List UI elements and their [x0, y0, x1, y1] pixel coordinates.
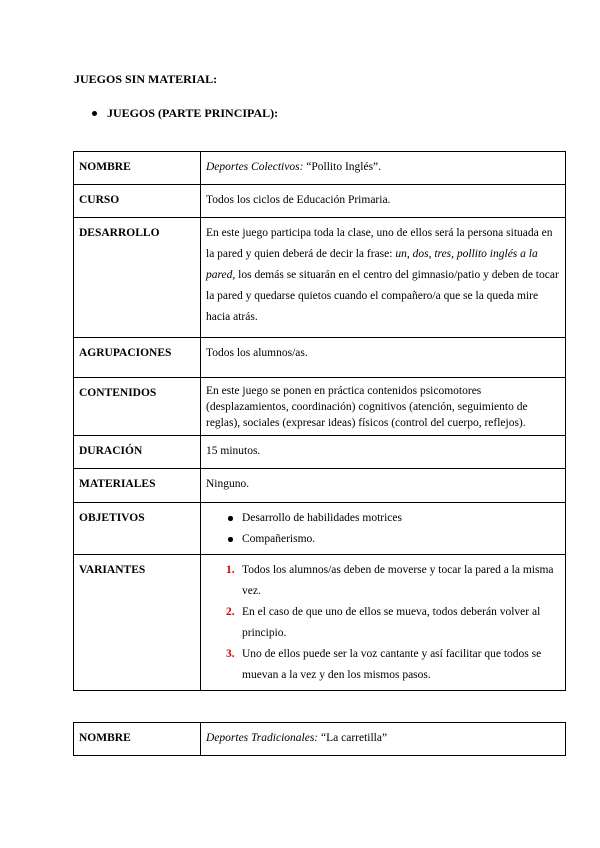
- curso-label: CURSO: [74, 185, 201, 218]
- desarrollo-text-c: los demás se situarán en el centro del gimnasio/patio y deben de tocar la pared y quedarse quietos cuando el compañero/a que se la queda mire hacia atrás.: [206, 269, 559, 323]
- list-item: [226, 560, 560, 602]
- row-desarrollo: [74, 218, 566, 338]
- row-contenidos: [74, 378, 566, 436]
- nombre-text: “La carretilla”: [318, 732, 388, 744]
- variantes-label: VARIANTES: [74, 555, 201, 691]
- desarrollo-phrase: un, dos, tres, pollito inglés a la pared,: [206, 248, 538, 281]
- objetivos-list: [206, 508, 560, 550]
- row-duracion: [74, 436, 566, 469]
- list-number: 3.: [226, 648, 235, 660]
- objetivos-label: OBJETIVOS: [74, 503, 201, 555]
- agrupaciones-value: Todos los alumnos/as.: [201, 338, 566, 378]
- nombre-value: [201, 723, 566, 756]
- row-materiales: [74, 469, 566, 503]
- list-number: 1.: [226, 564, 235, 576]
- row-agrupaciones: [74, 338, 566, 378]
- nombre-value: [201, 152, 566, 185]
- list-item: Desarrollo de habilidades motrices: [226, 508, 560, 529]
- game-table-1: [73, 151, 566, 691]
- desarrollo-text-a: En este juego participa toda la clase, uno de ellos será la persona situada en la pared y quien deberá de decir la frase:: [206, 227, 553, 260]
- section-heading: JUEGOS SIN MATERIAL:: [74, 72, 218, 86]
- objetivos-value: [201, 503, 566, 555]
- desarrollo-value: [201, 218, 566, 338]
- materiales-value: Ninguno.: [201, 469, 566, 503]
- list-item: [226, 602, 560, 644]
- nombre-label: NOMBRE: [74, 723, 201, 756]
- variantes-value: [201, 555, 566, 691]
- nombre-label: NOMBRE: [74, 152, 201, 185]
- duracion-label: DURACIÓN: [74, 436, 201, 469]
- row-objetivos: [74, 503, 566, 555]
- list-text: Uno de ellos puede ser la voz cantante y así facilitar que todos se muevan a la vez y den los mismos pasos.: [242, 648, 542, 681]
- duracion-value: 15 minutos.: [201, 436, 566, 469]
- row-curso: [74, 185, 566, 218]
- subheading-text: JUEGOS (PARTE PRINCIPAL):: [107, 106, 279, 120]
- agrupaciones-label: AGRUPACIONES: [74, 338, 201, 378]
- list-text: En el caso de que uno de ellos se mueva, todos deberán volver al principio.: [242, 606, 541, 639]
- nombre-text: “Pollito Inglés”.: [303, 161, 382, 173]
- variantes-list: [206, 560, 560, 686]
- bullet-icon: [92, 111, 97, 116]
- list-text: Todos los alumnos/as deben de moverse y tocar la pared a la misma vez.: [242, 564, 554, 597]
- nombre-category: Deportes Colectivos:: [206, 161, 304, 173]
- contenidos-label: CONTENIDOS: [74, 378, 201, 436]
- nombre-category: Deportes Tradicionales:: [206, 732, 319, 744]
- list-number: 2.: [226, 606, 235, 618]
- materiales-label: MATERIALES: [74, 469, 201, 503]
- curso-value: Todos los ciclos de Educación Primaria.: [201, 185, 566, 218]
- desarrollo-label: DESARROLLO: [74, 218, 201, 338]
- list-item: [226, 644, 560, 686]
- row-variantes: [74, 555, 566, 691]
- subheading: [92, 106, 278, 121]
- contenidos-value: En este juego se ponen en práctica contenidos psicomotores (desplazamientos, coordinación) cognitivos (atención, seguimiento de reglas), sociales (expresar ideas) físicos (control del cuerpo, reflejos).: [201, 378, 566, 436]
- row-nombre: [74, 152, 566, 185]
- game-table-2: [73, 722, 566, 756]
- list-item: Compañerismo.: [226, 529, 560, 550]
- row-nombre: [74, 723, 566, 756]
